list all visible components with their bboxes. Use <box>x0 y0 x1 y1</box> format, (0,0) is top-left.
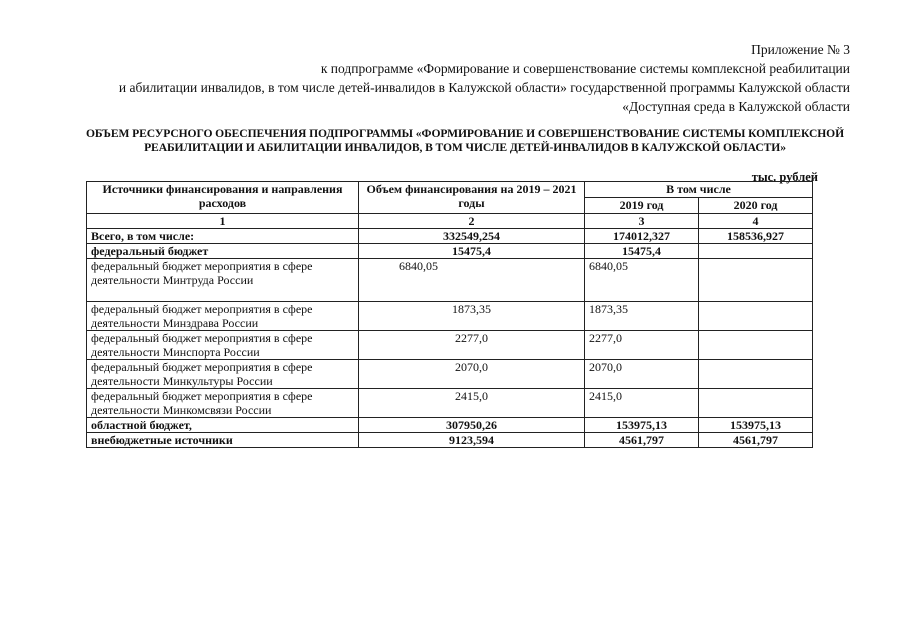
row-2020: 4561,797 <box>699 433 813 448</box>
column-index: 2 <box>359 214 585 229</box>
row-2019: 153975,13 <box>585 418 699 433</box>
row-2020 <box>699 244 813 259</box>
row-source: федеральный бюджет мероприятия в сфере деятельности Минспорта России <box>87 331 359 360</box>
row-volume: 2415,0 <box>359 389 585 418</box>
header-volume: Объем финансирования на 2019 – 2021 годы <box>359 182 585 214</box>
row-2019: 2415,0 <box>585 389 699 418</box>
row-volume: 15475,4 <box>359 244 585 259</box>
row-2020 <box>699 302 813 331</box>
table-row <box>87 244 813 259</box>
row-volume: 332549,254 <box>359 229 585 244</box>
appendix-line: и абилитации инвалидов, в том числе детей-инвалидов в Калужской области» государственной программы Калужской области <box>118 80 850 95</box>
title-line: РЕАБИЛИТАЦИИ И АБИЛИТАЦИИ ИНВАЛИДОВ, В ТОМ ЧИСЛЕ ДЕТЕЙ-ИНВАЛИДОВ В КАЛУЖСКОЙ ОБЛАСТИ» <box>144 141 786 154</box>
row-2020: 153975,13 <box>699 418 813 433</box>
row-2020 <box>699 259 813 302</box>
row-source: федеральный бюджет мероприятия в сфере деятельности Минкомсвязи России <box>87 389 359 418</box>
row-volume: 6840,05 <box>359 259 585 302</box>
row-volume: 2277,0 <box>359 331 585 360</box>
header-2020: 2020 год <box>699 198 813 214</box>
row-source: федеральный бюджет мероприятия в сфере деятельности Минздрава России <box>87 302 359 331</box>
row-2020 <box>699 360 813 389</box>
table-row <box>87 433 813 448</box>
row-source: внебюджетные источники <box>87 433 359 448</box>
table-row <box>87 389 813 418</box>
row-volume: 2070,0 <box>359 360 585 389</box>
header-including: В том числе <box>585 182 813 198</box>
units-label: тыс. рублей <box>751 170 818 184</box>
column-index: 4 <box>699 214 813 229</box>
row-2019: 4561,797 <box>585 433 699 448</box>
table-row <box>87 302 813 331</box>
row-2020 <box>699 331 813 360</box>
appendix-number: Приложение № 3 <box>751 42 850 57</box>
appendix-line: к подпрограмме «Формирование и совершенствование системы комплексной реабилитации <box>320 61 850 76</box>
table-row <box>87 259 813 302</box>
document-title <box>60 127 870 155</box>
table-row <box>87 331 813 360</box>
row-volume: 307950,26 <box>359 418 585 433</box>
table-row <box>87 360 813 389</box>
column-index: 3 <box>585 214 699 229</box>
row-source: областной бюджет, <box>87 418 359 433</box>
header-source: Источники финансирования и направления расходов <box>87 182 359 214</box>
row-2020: 158536,927 <box>699 229 813 244</box>
row-2019: 2070,0 <box>585 360 699 389</box>
row-source: федеральный бюджет мероприятия в сфере деятельности Минтруда России <box>87 259 359 302</box>
funding-table <box>86 181 813 448</box>
table-row <box>87 418 813 433</box>
row-2019: 174012,327 <box>585 229 699 244</box>
row-source: Всего, в том числе: <box>87 229 359 244</box>
header-2019: 2019 год <box>585 198 699 214</box>
row-2019: 1873,35 <box>585 302 699 331</box>
row-2019: 15475,4 <box>585 244 699 259</box>
appendix-line: «Доступная среда в Калужской области <box>622 99 850 114</box>
row-volume: 1873,35 <box>359 302 585 331</box>
row-2019: 6840,05 <box>585 259 699 302</box>
appendix-header <box>30 40 850 116</box>
row-source: федеральный бюджет мероприятия в сфере деятельности Минкультуры России <box>87 360 359 389</box>
column-index: 1 <box>87 214 359 229</box>
row-volume: 9123,594 <box>359 433 585 448</box>
row-2020 <box>699 389 813 418</box>
row-2019: 2277,0 <box>585 331 699 360</box>
row-source: федеральный бюджет <box>87 244 359 259</box>
title-line: ОБЪЕМ РЕСУРСНОГО ОБЕСПЕЧЕНИЯ ПОДПРОГРАММЫ «ФОРМИРОВАНИЕ И СОВЕРШЕНСТВОВАНИЕ СИСТЕМЫ КОМПЛЕКСНОЙ <box>86 127 844 140</box>
table-row <box>87 229 813 244</box>
